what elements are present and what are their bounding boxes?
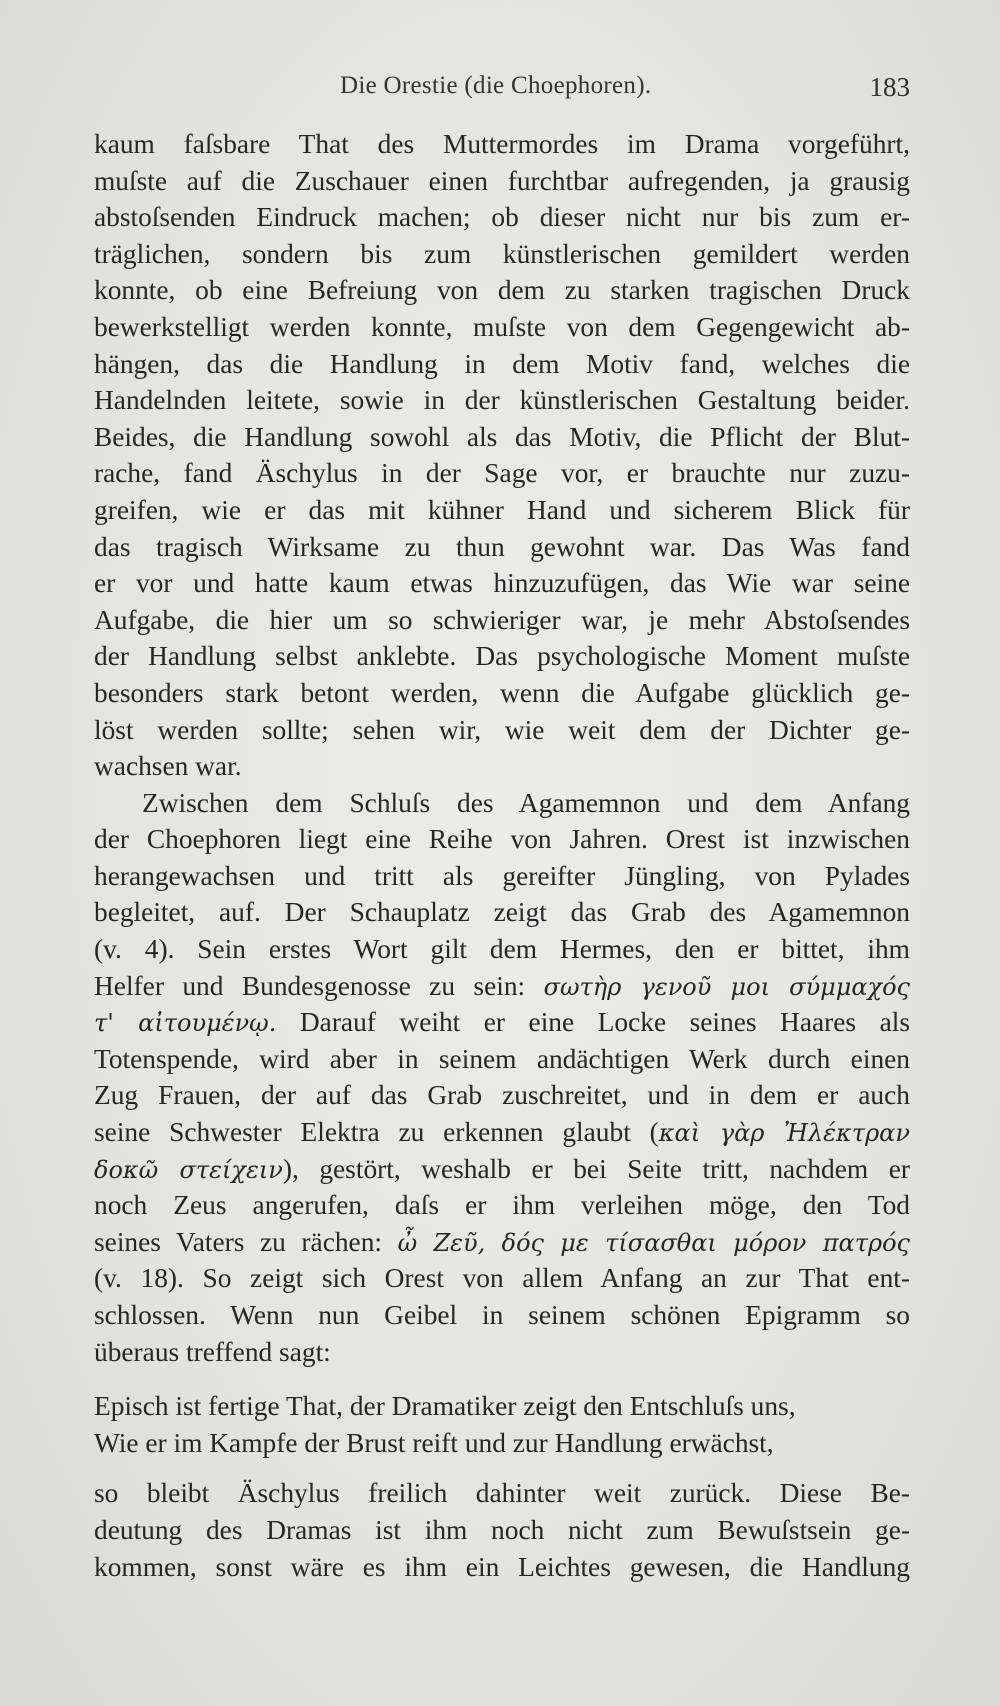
running-title: Die Orestie (die Choephoren). — [340, 72, 652, 99]
text-line: Aufgabe, die hier um so schwieriger war, je mehr Abstoſsendes — [94, 604, 910, 635]
text-line: kommen, sonst wäre es ihm ein Leichtes gewesen, die Handlung — [94, 1551, 910, 1582]
greek-quote: ὦ Ζεῦ, δός με τίσασθαι μόρον πατρός — [397, 1228, 910, 1257]
text-line: konnte, ob eine Befreiung von dem zu starken tragischen Druck — [94, 275, 910, 306]
text-line — [94, 1224, 910, 1261]
text-line: abstoſsenden Eindruck machen; ob dieser nicht nur bis zum er- — [94, 202, 910, 233]
page-number: 183 — [869, 72, 910, 102]
paragraph-2 — [94, 785, 910, 1371]
body-text — [94, 126, 910, 1585]
text-line: bewerkstelligt werden konnte, muſste von dem Gegengewicht ab- — [94, 311, 910, 342]
text-line — [94, 1004, 910, 1041]
text-segment: Darauf weiht er eine Locke seines Haares als — [299, 1007, 910, 1038]
text-line: der Handlung selbst anklebte. Das psychologische Moment muſste — [94, 641, 910, 672]
text-line — [94, 968, 910, 1005]
text-line: kaum faſsbare That des Muttermordes im Drama vorgeführt, — [94, 129, 910, 159]
text-line: wachsen war. — [94, 751, 242, 782]
verse-line: Wie er im Kampfe der Brust reift und zur Handlung erwächst, — [94, 1427, 774, 1458]
text-line: so bleibt Äschylus freilich dahinter weit zurück. Diese Be- — [94, 1478, 910, 1509]
text-segment: Helfer und Bundesgenosse zu sein: — [94, 970, 526, 1001]
text-segment: seines Vaters zu rächen: — [94, 1226, 383, 1257]
text-line: (v. 4). Sein erstes Wort gilt dem Hermes, den er bittet, ihm — [94, 934, 910, 965]
text-line — [94, 1114, 910, 1151]
verse-line: Episch ist fertige That, der Dramatiker zeigt den Entschluſs uns, — [94, 1391, 796, 1422]
paragraph-1 — [94, 126, 910, 785]
text-line: Beides, die Handlung sowohl als das Motiv, die Pflicht der Blut- — [94, 421, 910, 452]
text-line: noch Zeus angerufen, daſs er ihm verleihen möge, den Tod — [94, 1190, 910, 1221]
text-line: schlossen. Wenn nun Geibel in seinem schönen Epigramm so — [94, 1300, 910, 1330]
text-segment: ), gestört, weshalb er bei Seite tritt, nachdem er — [282, 1153, 910, 1184]
text-line: rache, fand Äschylus in der Sage vor, er brauchte nur zuzu- — [94, 458, 910, 489]
greek-quote: καὶ γὰρ Ἠλέκτραν — [658, 1119, 910, 1148]
text-segment: seine Schwester Elektra zu erkennen glaubt ( — [94, 1117, 659, 1148]
text-line: besonders stark betont werden, wenn die Aufgabe glücklich ge- — [94, 677, 910, 708]
text-line: muſste auf die Zuschauer einen furchtbar aufregenden, ja grausig — [94, 165, 910, 196]
text-line: das tragisch Wirksame zu thun gewohnt war. Das Was fand — [94, 531, 910, 562]
text-line: (v. 18). So zeigt sich Orest von allem Anfang an zur That ent- — [94, 1263, 910, 1294]
page-header — [94, 72, 910, 112]
text-line: überaus treffend sagt: — [94, 1336, 331, 1367]
text-line: begleitet, auf. Der Schauplatz zeigt das Grab des Agamemnon — [94, 897, 910, 928]
text-line: Totenspende, wird aber in seinem andächtigen Werk durch einen — [94, 1043, 910, 1074]
greek-quote: σωτὴρ γενοῦ μοι σύμμαχός — [543, 972, 910, 1001]
verse-quotation — [94, 1388, 910, 1461]
text-line: herangewachsen und tritt als gereifter Jüngling, von Pylades — [94, 860, 910, 891]
text-line: greifen, wie er das mit kühner Hand und sicherem Blick für — [94, 494, 910, 525]
paragraph-3 — [94, 1475, 910, 1585]
text-line: löst werden sollte; sehen wir, wie weit dem der Dichter ge- — [94, 714, 910, 745]
greek-quote: δοκῶ στείχειν — [94, 1155, 283, 1184]
text-line: Handelnden leitete, sowie in der künstlerischen Gestaltung beider. — [94, 385, 910, 416]
greek-quote: τ' αἰτουμένῳ. — [94, 1009, 277, 1038]
text-line — [94, 1151, 910, 1188]
text-line: der Choephoren liegt eine Reihe von Jahren. Orest ist inzwischen — [94, 824, 910, 855]
text-line: träglichen, sondern bis zum künstlerischen gemildert werden — [94, 238, 910, 269]
text-line: Zug Frauen, der auf das Grab zuschreitet, und in dem er auch — [94, 1080, 910, 1111]
text-line: Zwischen dem Schluſs des Agamemnon und dem Anfang — [142, 787, 910, 818]
text-line: deutung des Dramas ist ihm noch nicht zum Bewuſstsein ge- — [94, 1514, 910, 1545]
text-line: hängen, das die Handlung in dem Motiv fand, welches die — [94, 348, 910, 379]
text-line: er vor und hatte kaum etwas hinzuzufügen, das Wie war seine — [94, 568, 910, 599]
